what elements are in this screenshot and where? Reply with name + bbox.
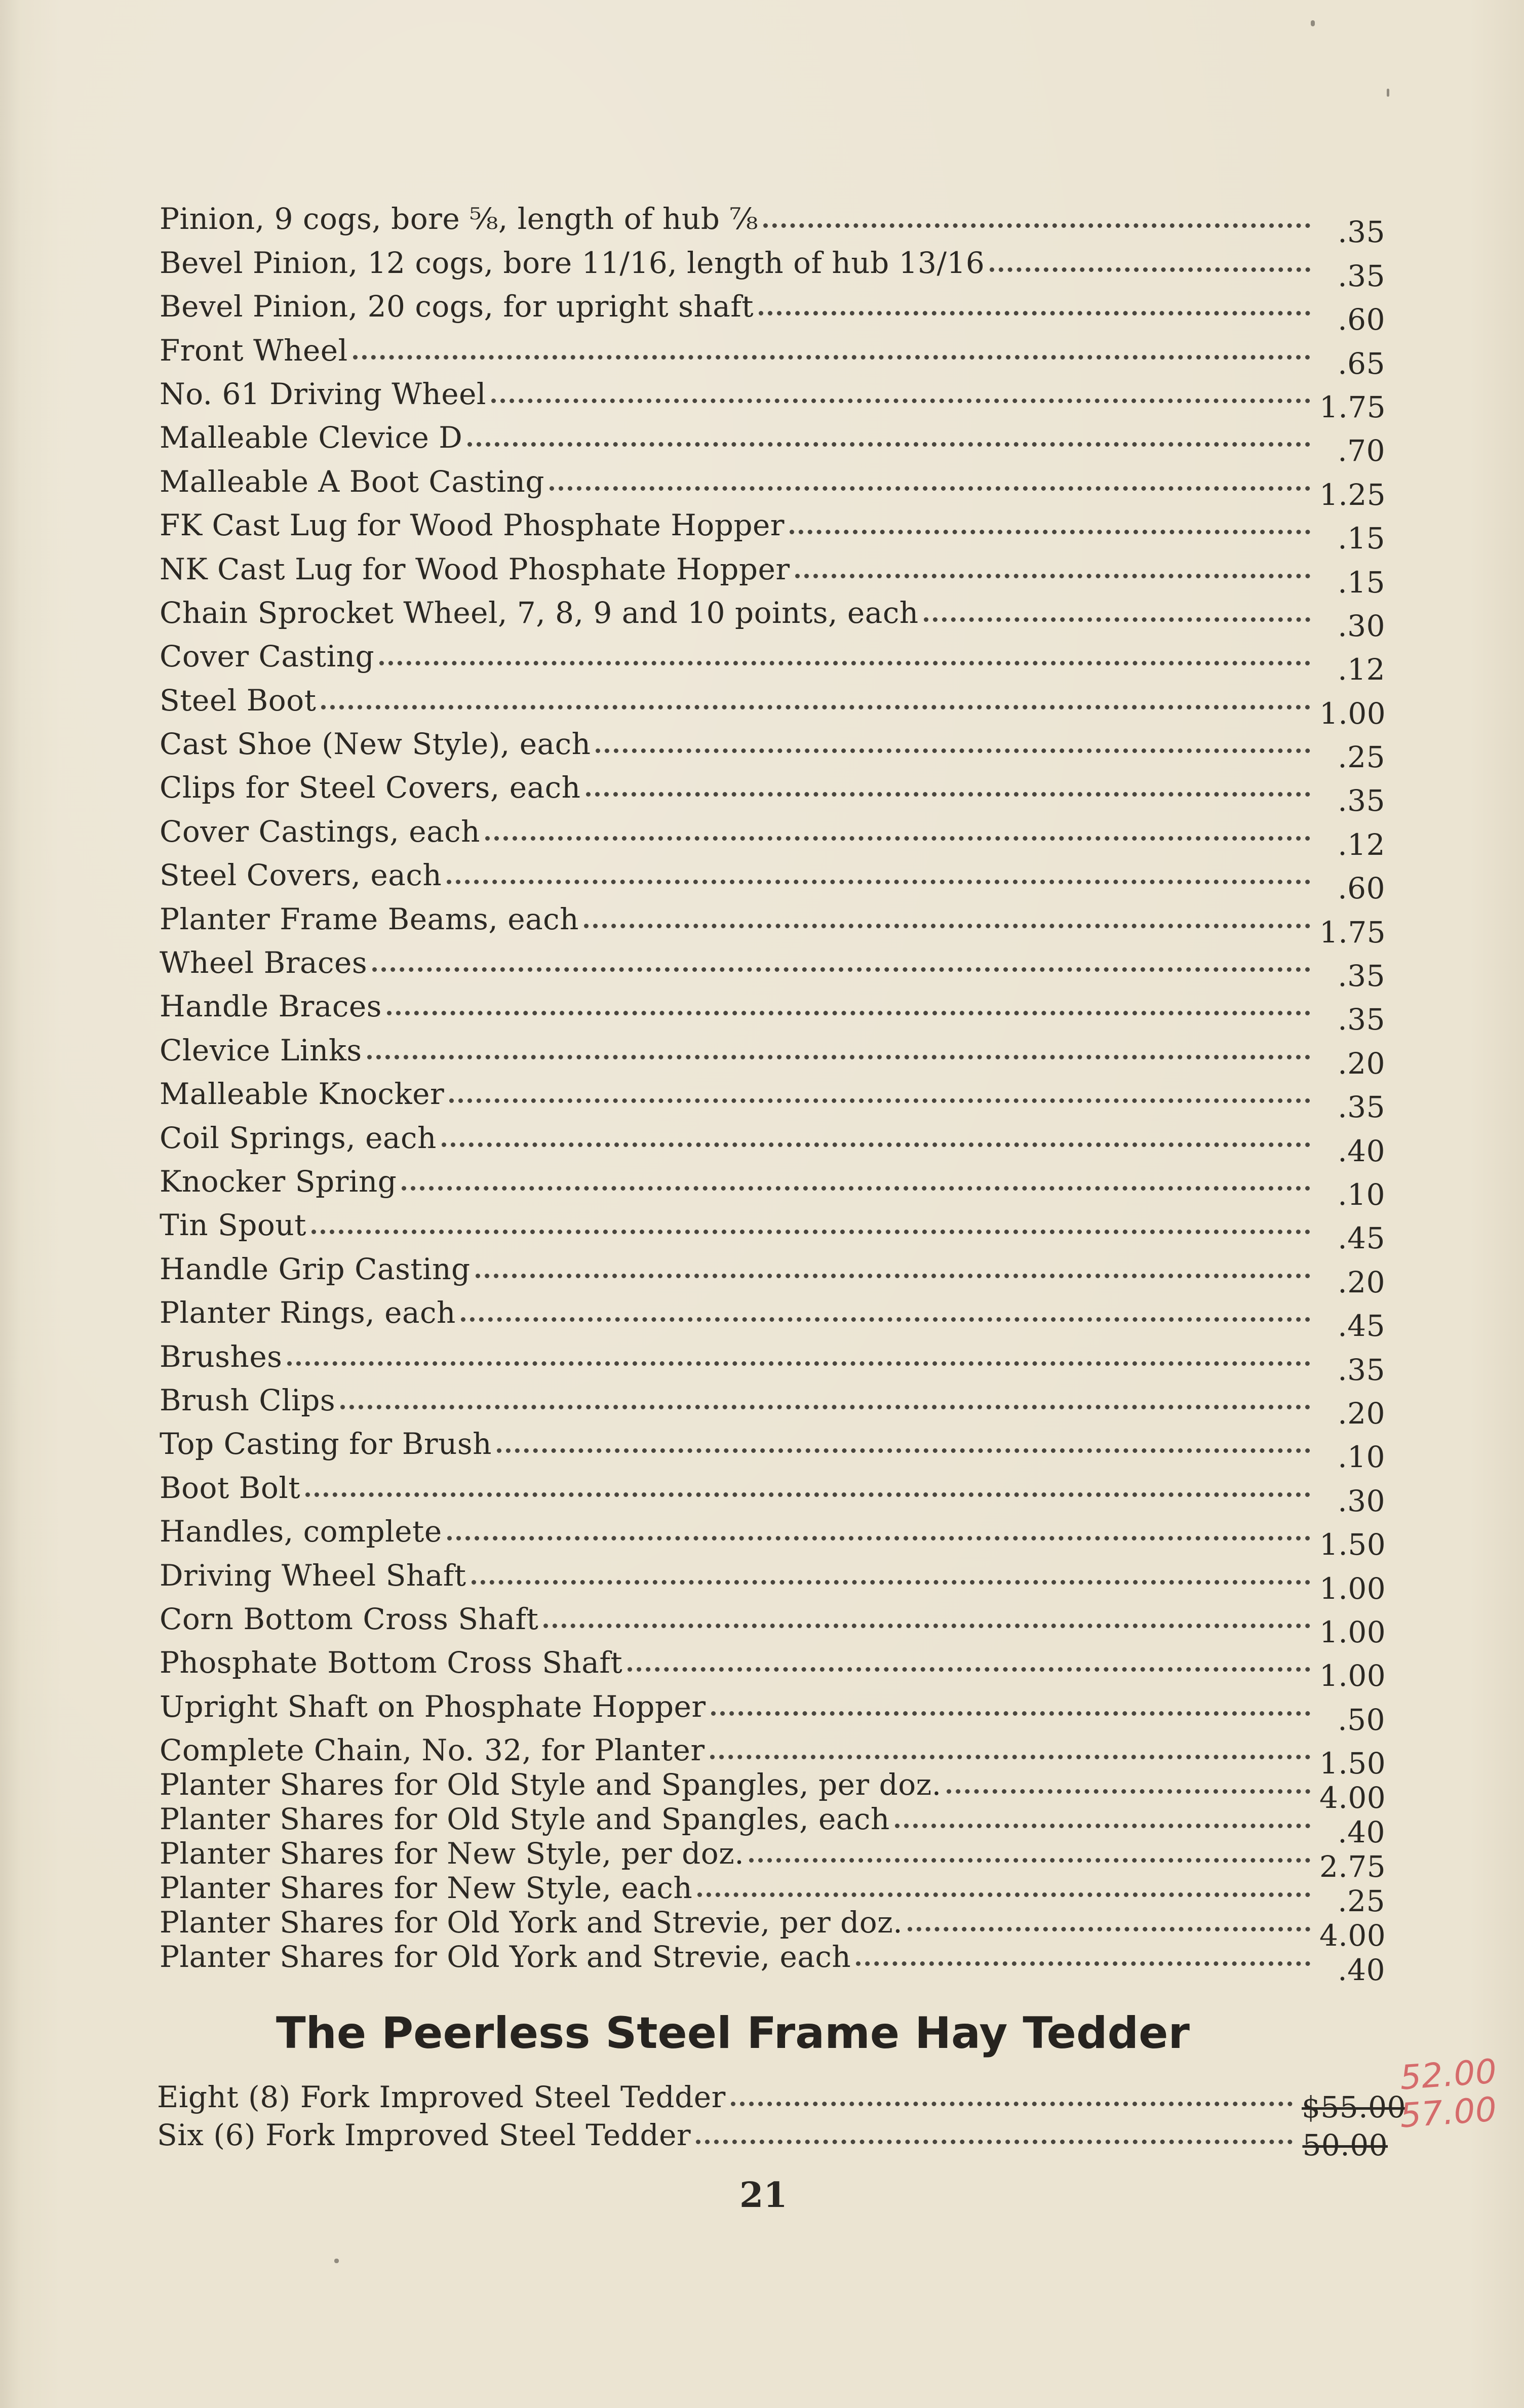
item-name: Steel Covers, each (160, 858, 442, 893)
item-name: FK Cast Lug for Wood Phosphate Hopper (160, 508, 785, 543)
item-price: .30 (1338, 608, 1385, 643)
item-price: .30 (1338, 1483, 1385, 1518)
item-price: .12 (1338, 652, 1385, 687)
item-name: Planter Rings, each (160, 1295, 456, 1330)
list-item (160, 805, 1385, 862)
item-price: 1.00 (1319, 1614, 1386, 1649)
item-price: .35 (1338, 1352, 1385, 1387)
item-name: Malleable Clevice D (160, 420, 463, 455)
dot-leader (749, 1858, 1310, 1863)
list-item (160, 1068, 1385, 1125)
item-name: Cast Shoe (New Style), each (160, 727, 591, 762)
paper-speck (1387, 89, 1389, 97)
item-name: Clevice Links (160, 1033, 362, 1068)
list-item (160, 1549, 1386, 1606)
list-item (160, 280, 1385, 337)
dot-leader (461, 1317, 1310, 1322)
dot-leader (759, 311, 1310, 315)
item-name: Complete Chain, No. 32, for Planter (160, 1733, 705, 1768)
item-name: Planter Shares for Old York and Strevie, per doz. (160, 1905, 903, 1940)
list-item (160, 1023, 1385, 1081)
item-price: .25 (1338, 740, 1385, 775)
item-name: Malleable A Boot Casting (160, 464, 544, 499)
item-name: Brush Clips (160, 1383, 336, 1417)
item-price: .35 (1338, 783, 1385, 818)
handwritten-price: 57.00 (1398, 2089, 1498, 2136)
tedder-section-heading: The Peerless Steel Frame Hay Tedder (276, 2008, 1190, 2059)
item-name: Bevel Pinion, 12 cogs, bore 11/16, length of hub 13/16 (160, 245, 985, 280)
item-price: 4.00 (1319, 1781, 1386, 1815)
item-price: .20 (1338, 1046, 1385, 1081)
dot-leader (856, 1961, 1310, 1966)
dot-leader (367, 1055, 1310, 1059)
item-name: Pinion, 9 cogs, bore ⅝, length of hub ⅞ (160, 202, 759, 236)
item-price: .45 (1338, 1309, 1385, 1344)
dot-leader (696, 2140, 1293, 2144)
page-number: 21 (739, 2175, 788, 2216)
list-item (160, 674, 1386, 731)
item-name: Upright Shaft on Phosphate Hopper (160, 1689, 706, 1724)
item-price: 1.50 (1319, 1527, 1386, 1562)
item-name: Knocker Spring (160, 1164, 397, 1199)
list-item (160, 1155, 1385, 1212)
dot-leader (543, 1624, 1310, 1628)
item-name: Wheel Braces (160, 945, 368, 980)
item-price: .25 (1338, 1884, 1385, 1919)
list-item (160, 1836, 1386, 1884)
list-item (160, 1111, 1385, 1168)
item-price: .40 (1338, 1815, 1385, 1850)
item-name: Coil Springs, each (160, 1120, 437, 1155)
dot-leader (442, 1142, 1310, 1147)
dot-leader (311, 1230, 1310, 1234)
item-name: Top Casting for Brush (160, 1427, 492, 1462)
item-name: Phosphate Bottom Cross Shaft (160, 1645, 623, 1680)
tedder-price-list (157, 2051, 1498, 2162)
item-price: .40 (1338, 1133, 1385, 1168)
item-name: No. 61 Driving Wheel (160, 376, 486, 411)
dot-leader (586, 792, 1310, 797)
item-name: Corn Bottom Cross Shaft (160, 1601, 539, 1636)
item-price: .45 (1338, 1221, 1385, 1256)
item-price: 1.75 (1319, 389, 1386, 424)
dot-leader (387, 1011, 1310, 1015)
list-item (160, 849, 1385, 906)
dot-leader (340, 1405, 1310, 1409)
item-name: Cover Castings, each (160, 814, 480, 849)
list-item (160, 1767, 1386, 1815)
dot-leader (449, 1098, 1310, 1103)
list-item (160, 1286, 1385, 1344)
dot-leader (485, 836, 1310, 841)
item-price: .20 (1338, 1396, 1385, 1431)
list-item (160, 761, 1385, 818)
dot-leader (472, 1580, 1310, 1585)
list-item (160, 1242, 1385, 1299)
list-item (160, 1680, 1385, 1737)
list-item (160, 1199, 1385, 1256)
item-name: Eight (8) Fork Improved Steel Tedder (157, 2080, 726, 2114)
item-price: .10 (1338, 1177, 1385, 1212)
item-price: .35 (1338, 215, 1385, 250)
list-item (160, 368, 1386, 424)
dot-leader (321, 705, 1310, 709)
item-price: .12 (1338, 827, 1385, 862)
dot-leader (447, 1536, 1310, 1541)
item-price: .35 (1338, 1002, 1385, 1037)
dot-leader (924, 617, 1310, 622)
item-name: Handle Grip Casting (160, 1251, 471, 1286)
dot-leader (402, 1186, 1310, 1191)
parts-price-list (160, 192, 1386, 1988)
list-item (160, 1802, 1385, 1850)
item-price: 1.75 (1319, 915, 1386, 950)
item-name: Driving Wheel Shaft (160, 1558, 466, 1593)
handwritten-price: 52.00 (1398, 2051, 1498, 2098)
dot-leader (287, 1361, 1310, 1366)
item-name: Chain Sprocket Wheel, 7, 8, 9 and 10 points, each (160, 595, 919, 630)
item-price: 1.50 (1319, 1746, 1386, 1781)
dot-leader (795, 574, 1310, 578)
dot-leader (550, 486, 1310, 491)
dot-leader (491, 399, 1310, 403)
item-name: Planter Shares for Old Style and Spangles, per doz. (160, 1767, 942, 1802)
item-name: Malleable Knocker (160, 1077, 445, 1112)
list-item (160, 1593, 1386, 1649)
list-item (160, 1905, 1386, 1953)
item-price: 1.00 (1319, 1659, 1386, 1693)
item-price: .50 (1338, 1702, 1385, 1737)
dot-leader (790, 530, 1310, 534)
dot-leader (711, 1711, 1310, 1716)
item-name: NK Cast Lug for Wood Phosphate Hopper (160, 551, 790, 586)
item-price: .60 (1338, 871, 1385, 906)
list-item (160, 586, 1385, 643)
dot-leader (990, 267, 1310, 272)
dot-leader (596, 748, 1310, 753)
item-price: 2.75 (1319, 1849, 1386, 1884)
item-name: Bevel Pinion, 20 cogs, for upright shaft (160, 289, 754, 324)
list-item (160, 324, 1385, 381)
item-price: .35 (1338, 959, 1385, 994)
dot-leader (895, 1824, 1310, 1828)
dot-leader (710, 1755, 1310, 1759)
item-name: Planter Shares for New Style, each (160, 1871, 693, 1906)
item-name: Planter Shares for New Style, per doz. (160, 1836, 745, 1871)
paper-speck (1311, 20, 1315, 26)
list-item (160, 499, 1385, 556)
item-price: .70 (1338, 433, 1385, 468)
paper-speck (334, 2259, 339, 2263)
dot-leader (305, 1492, 1310, 1497)
dot-leader (908, 1927, 1310, 1931)
item-name: Front Wheel (160, 333, 348, 368)
list-item (160, 630, 1385, 687)
list-item (160, 980, 1385, 1037)
dot-leader (584, 924, 1310, 928)
dot-leader (947, 1789, 1310, 1794)
item-price: .10 (1338, 1440, 1385, 1475)
dot-leader (467, 442, 1310, 447)
list-item (160, 1374, 1385, 1431)
dot-leader (497, 1448, 1310, 1453)
list-item (160, 236, 1385, 293)
item-price: 4.00 (1319, 1918, 1386, 1953)
list-item (160, 1461, 1385, 1518)
item-price-struck: $55.00 (1302, 2090, 1406, 2124)
list-item (160, 192, 1385, 250)
item-price: .15 (1338, 565, 1385, 600)
item-price: 1.00 (1319, 696, 1386, 731)
item-name: Brushes (160, 1339, 283, 1374)
item-name: Handles, complete (160, 1514, 442, 1549)
dot-leader (697, 1892, 1310, 1897)
list-item (160, 1871, 1385, 1919)
list-item (160, 1940, 1385, 1988)
item-name: Cover Casting (160, 639, 375, 674)
list-item (160, 455, 1386, 512)
list-item (160, 1724, 1386, 1781)
list-item (160, 718, 1385, 775)
item-price: .15 (1338, 521, 1385, 556)
item-name: Six (6) Fork Improved Steel Tedder (157, 2118, 691, 2152)
list-item (160, 892, 1386, 950)
item-name: Tin Spout (160, 1208, 306, 1243)
item-name: Clips for Steel Covers, each (160, 770, 581, 805)
list-item (160, 411, 1385, 468)
dot-leader (372, 967, 1310, 972)
list-item (160, 542, 1385, 600)
item-price: .65 (1338, 346, 1385, 381)
item-price: .60 (1338, 302, 1385, 337)
list-item (160, 1636, 1386, 1693)
item-price: 1.00 (1319, 1571, 1386, 1606)
list-item (160, 1330, 1385, 1387)
dot-leader (628, 1667, 1310, 1672)
item-price: .35 (1338, 1090, 1385, 1125)
dot-leader (353, 355, 1310, 360)
item-name: Planter Shares for Old Style and Spangles, each (160, 1802, 890, 1837)
dot-leader (379, 661, 1310, 665)
list-item (160, 936, 1385, 994)
dot-leader (731, 2102, 1293, 2106)
item-name: Steel Boot (160, 683, 317, 718)
list-item (160, 1417, 1385, 1475)
item-price: .40 (1338, 1953, 1385, 1988)
item-name: Handle Braces (160, 989, 382, 1024)
item-price: 1.25 (1319, 477, 1386, 512)
item-name: Planter Shares for Old York and Strevie, each (160, 1940, 851, 1975)
item-price: .35 (1338, 258, 1385, 293)
item-name: Boot Bolt (160, 1470, 301, 1505)
item-name: Planter Frame Beams, each (160, 901, 579, 936)
item-price: .20 (1338, 1265, 1385, 1299)
dot-leader (476, 1274, 1310, 1278)
item-price-struck: 50.00 (1302, 2128, 1388, 2162)
dot-leader (447, 880, 1310, 884)
dot-leader (763, 223, 1310, 228)
list-item (160, 1505, 1386, 1562)
